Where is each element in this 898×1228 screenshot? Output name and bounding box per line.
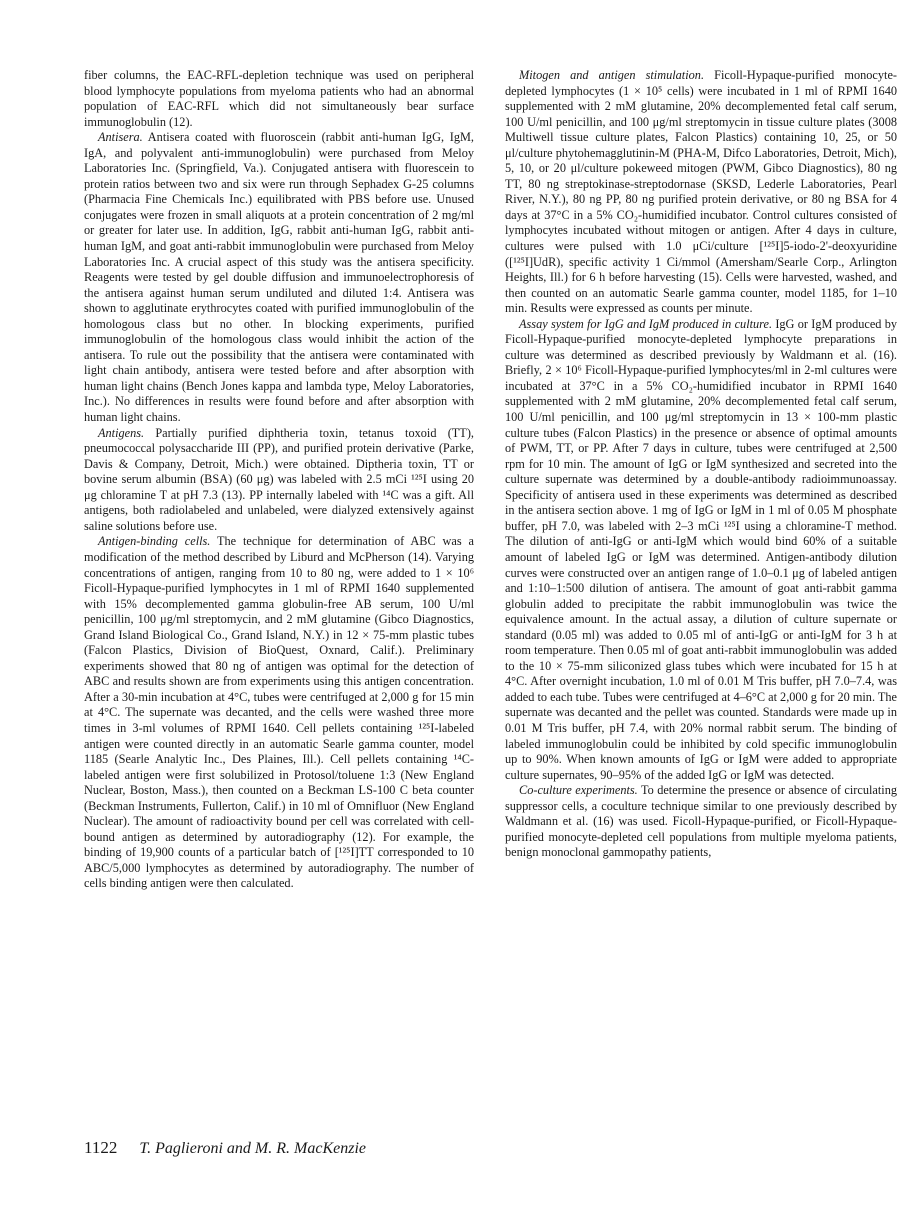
section-heading: Co-culture experiments. bbox=[519, 783, 638, 798]
paragraph-antigen-binding-cells bbox=[84, 534, 474, 892]
page-footer bbox=[84, 1138, 366, 1158]
paragraph-mitogen-stimulation bbox=[505, 68, 897, 317]
left-column bbox=[84, 68, 474, 892]
paragraph-text: Partially purified diphtheria toxin, tetanus toxoid (TT), pneumococcal polysaccharide III (PP), and purified protein derivative (Parke, Davis & Company, Detroit, Mich.) were obtained. Diptheria toxin, TT or bovine serum albumin (BSA) (60 μg) was labeled with 2.5 mCi ¹²⁵I using 20 μg chloramine T at pH 7.3 (13). PP internally labeled with ¹⁴C was a gift. All antigens, both radiolabeled and unlabeled, were dialyzed extensively against saline solutions before use. bbox=[84, 425, 474, 533]
section-heading: Antigen-binding cells. bbox=[98, 534, 211, 549]
running-authors: T. Paglieroni and M. R. MacKenzie bbox=[139, 1140, 367, 1157]
section-heading: Antigens. bbox=[98, 425, 145, 440]
section-heading: Antisera. bbox=[98, 130, 143, 145]
paragraph-antigens bbox=[84, 426, 474, 535]
paragraph-text: Ficoll-Hypaque-purified monocyte-depleted lymphocytes (1 × 10⁵ cells) were incubated in 1 ml of RPMI 1640 supplemented with 2 mM glutamine, 20% decomplemented fetal calf serum, 100 U/ml penicillin, and 100 μg/ml streptomycin in tissue culture plates (3008 Multiwell tissue culture plates, Falcon Plastics) containing 10, 25, or 50 μl/culture phytohemagglutinin-M (PHA-M, Difco Laboratories, Detroit, Mich), 5, 10, or 20 μl/culture pokeweed mitogen (PWM, Gibco Diagnostics), 80 ng TT, 80 ng streptokinase-streptodornase (SKSD, Lederle Laboratories, Pearl River, N.Y.), 80 ng PP, 80 ng purified protein derivative, or 80 ng BSA for 4 days at 37°C in a 5% CO₂-humidified incubator. Control cultures consisted of lymphocytes incubated without mitogen or antigen. After 4 days in culture, cultures were pulsed with 1.0 μCi/culture [¹²⁵I]5-iodo-2'-deoxyuridine ([¹²⁵I]UdR), specific activity 1 Ci/mmol (Amersham/Searle Corp., Arlington Heights, Ill.) for 6 h before harvesting (15). Cells were harvested, washed, and then counted on an automatic Searle gamma counter, model 1185, for 1–10 min. Results were expressed as counts per minute. bbox=[505, 68, 897, 316]
paragraph-antisera bbox=[84, 130, 474, 425]
paragraph-text: The technique for determination of ABC was a modification of the method described by Liburd and McPherson (14). Varying concentrations of antigen, ranging from 10 to 80 ng, were added to 1 × 10⁶ Ficoll-Hypaque-purified lymphocytes in 1 ml of RPMI 1640 supplemented with 15% decomplemented gamma globulin-free AB serum, 100 U/ml penicillin, 100 μg/ml streptomycin, and 2 mM glutamine (Gibco Diagnostics, Grand Island Biological Co., Grand Island, N.Y.) in 12 × 75-mm plastic tubes (Falcon Plastics, Division of BioQuest, Oxnard, Calif.). Preliminary experiments showed that 80 ng of antigen was optimal for the detection of ABC and results shown are from experiments using this antigen concentration. After a 30-min incubation at 4°C, tubes were centrifuged at 2,000 g for 15 min at 4°C. The supernate was decanted, and the cells were washed three more times in 3-ml volumes of RPMI 1640. Cell pellets containing ¹²⁵I-labeled antigen were counted directly in an automatic Searle gamma counter, model 1185 (Searle Analytic Inc., Des Plaines, Ill.). Cell pellets containing ¹⁴C-labeled antigen were first solubilized in Protosol/toluene 1:3 (New England Nuclear, Boston, Mass.), then counted on a Beckman LS-100 C beta counter (Beckman Instruments, Fullerton, Calif.) in 10 ml of Omnifluor (New England Nuclear). The amount of radioactivity bound per cell was correlated with cell-bound antigen as determined by autoradiography (12). For example, the binding of 19,900 counts of a particular batch of [¹²⁵I]TT corresponded to 10 ABC/5,000 lymphocytes as determined by autoradiography. The number of cells binding antigen were then calculated. bbox=[84, 534, 474, 891]
page-number: 1122 bbox=[84, 1138, 118, 1157]
paragraph-co-culture bbox=[505, 783, 897, 861]
paragraph-continuation bbox=[84, 68, 474, 130]
paragraph-text: Antisera coated with fluoroscein (rabbit anti-human IgG, IgM, IgA, and polyvalent anti-immunoglobulin) were purchased from Meloy Laboratories Inc. (Springfield, Va.). Conjugated antisera with fluorescein to protein ratios between two and six were run through Sephadex G-25 columns (Pharmacia Fine Chemicals Inc.) equilibrated with PBS before use. Unused conjugates were frozen in small aliquots at a protein concentration of 2 mg/ml or greater for later use. In addition, IgG, rabbit anti-human IgG, rabbit anti-human IgM, and goat anti-rabbit immunoglobulin were purchased from Meloy Laboratories Inc. A crucial aspect of this study was the antisera specificity. Reagents were tested by gel double diffusion and immunoelectrophoresis of the antisera against human serum undiluted and diluted 1:4. Antisera was shown to agglutinate erythrocytes coated with purified immunoglobulin of the homologous class but no other. In blocking experiments, purified immunoglobulin of the homologous class would inhibit the action of the antisera. To rule out the possibility that the antisera were contaminated with light chain antibody, antisera were tested before and after absorption with human light chains (Bench Jones kappa and lambda type, Meloy Laboratories, Inc.). No differences in results were found before and after absorption with human light chains. bbox=[84, 130, 474, 425]
paragraph-text: IgG or IgM produced by Ficoll-Hypaque-purified monocyte-depleted lymphocyte preparations in culture was determined as described previously by Waldmann et al. (16). Briefly, 2 × 10⁶ Ficoll-Hypaque-purified lymphocytes/ml in 2-ml cultures were incubated at 37°C in a 5% CO₂-humidified incubator in RPMI 1640 supplemented with 2 mM glutamine, 20% decomplemented fetal calf serum, 100 U/ml penicillin, and 100 μg/ml streptomycin in 13 × 100-mm plastic culture tubes (Falcon Plastics) in the presence or absence of optimal amounts of PWM, TT, or PP. After 7 days in culture, tubes were centrifuged at 2,500 rpm for 10 min. The amount of IgG or IgM synthesized and secreted into the culture supernate was determined by a double-antibody radioimmunoassay. Specificity of antisera used in these experiments was determined as described in the antisera section above. 1 mg of IgG or IgM in 1 ml of 0.05 M phosphate buffer, pH 7.0, was labeled with 2–3 mCi ¹²⁵I using a chloramine-T method. The dilution of anti-IgG or anti-IgM which would bind 60% of a suitable amount of labeled IgG or IgM was determined. Antigen-antibody dilution curves were constructed over an antigen range of 1.0–0.1 μg of labeled antigen and 1:10–1:500 dilution of antisera. The amount of goat anti-rabbit gamma globulin added to precipitate the rabbit immunoglobulin was twice the equivalence amount. In the actual assay, a dilution of culture supernate or standard (0.05 ml) was added to 0.05 ml of anti-IgG or anti-IgM for 3 h at room temperature. Then 0.05 ml of goat anti-rabbit immunoglobulin was added to the 10 × 75-mm siliconized glass tubes which were incubated for 15 h at 4°C. After overnight incubation, 1.0 ml of 0.01 M Tris buffer, pH 7.0–7.4, was added to each tube. Tubes were centrifuged at 4–6°C at 2,000 g for 20 min. The supernate was decanted and the pellet was counted. Standards were made up in 0.01 M Tris buffer, pH 7.4, with 20% normal rabbit serum. The binding of labeled immunoglobulin could be inhibited by cold specific immunoglobulin up to 90%. When known amounts of IgG or IgM were added to appropriate culture supernates, 90–95% of the added IgG or IgM was detected. bbox=[505, 316, 897, 782]
paragraph-text: fiber columns, the EAC-RFL-depletion technique was used on peripheral blood lymphocyte populations from myeloma patients who had an abnormal population of EAC-RFL which did not simultaneously bear surface immunoglobulin (12). bbox=[84, 68, 474, 129]
paragraph-text: To determine the presence or absence of circulating suppressor cells, a coculture technique similar to one previously described by Waldmann et al. (16) was used. Ficoll-Hypaque-purified, or Ficoll-Hypaque-purified monocyte-depleted cell populations from multiple myeloma patients, benign monoclonal gammopathy patients, bbox=[505, 783, 897, 860]
paragraph-assay-system bbox=[505, 317, 897, 783]
right-column bbox=[505, 68, 897, 861]
section-heading: Assay system for IgG and IgM produced in culture. bbox=[519, 316, 773, 331]
section-heading: Mitogen and antigen stimulation. bbox=[519, 68, 705, 82]
